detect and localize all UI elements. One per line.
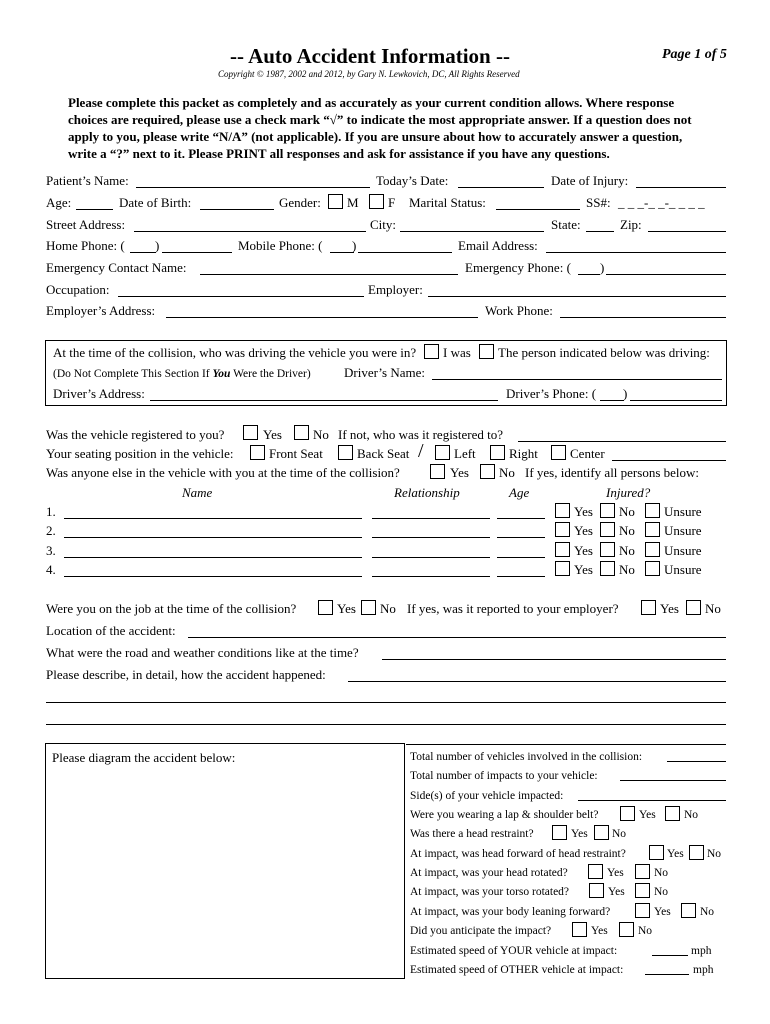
on-job-question: Were you on the job at the time of the collision? xyxy=(46,601,297,616)
injured-yes-label: Yes xyxy=(574,504,593,519)
total-vehicles-label: Total number of vehicles involved in the collision: xyxy=(410,751,643,763)
passenger-relationship-field[interactable] xyxy=(372,518,490,519)
location-label: Location of the accident: xyxy=(46,623,176,638)
head-forward-yes-checkbox[interactable] xyxy=(649,845,664,860)
head-rotated-no-checkbox[interactable] xyxy=(635,864,650,879)
describe-field-line-1[interactable] xyxy=(348,681,726,682)
center-label: Center xyxy=(570,446,605,461)
zip-field[interactable] xyxy=(648,231,726,232)
date-of-injury-label: Date of Injury: xyxy=(551,173,629,188)
leaning-no-label: No xyxy=(700,906,715,918)
instructions: Please complete this packet as completely and as accurately as your current condition allows. Where response choices are required, please use a check mark “√” to indicate the most appropriate answer. If a question does not apply to you, please write “N/A” (not applicable). If you are unsure about how to accurately answer a question, write a “?” next to it. Please PRINT all responses and ask for assistance if you have any questions. xyxy=(68,95,692,161)
torso-rotated-yes-label: Yes xyxy=(608,886,625,898)
head-rotated-no-label: No xyxy=(654,867,669,879)
occupation-field[interactable] xyxy=(118,296,364,297)
diagram-label: Please diagram the accident below: xyxy=(52,750,236,765)
back-seat-checkbox[interactable] xyxy=(338,445,353,460)
speed-yours-unit: mph xyxy=(691,945,712,957)
injured-unsure-checkbox[interactable] xyxy=(645,542,660,557)
date-of-injury-field[interactable] xyxy=(636,187,726,188)
location-field[interactable] xyxy=(188,637,726,638)
belt-yes-checkbox[interactable] xyxy=(620,806,635,821)
center-checkbox[interactable] xyxy=(551,445,566,460)
injured-yes-label: Yes xyxy=(574,523,593,538)
mobile-phone-close: ) xyxy=(352,238,357,253)
leaning-no-checkbox[interactable] xyxy=(681,903,696,918)
gender-f-label: F xyxy=(388,195,396,210)
reported-no-label: No xyxy=(705,601,721,616)
street-address-field[interactable] xyxy=(134,231,366,232)
total-impacts-field[interactable] xyxy=(620,780,726,781)
on-job-yes-checkbox[interactable] xyxy=(318,600,333,615)
describe-field-line-3[interactable] xyxy=(46,724,726,725)
on-job-no-label: No xyxy=(380,601,396,616)
front-seat-checkbox[interactable] xyxy=(250,445,265,460)
home-phone-label: Home Phone: ( xyxy=(46,238,125,253)
passenger-age-field[interactable] xyxy=(497,518,545,519)
col-age-header: Age xyxy=(509,485,530,500)
anticipate-yes-label: Yes xyxy=(591,925,608,937)
email-field[interactable] xyxy=(546,252,726,253)
anticipate-no-label: No xyxy=(638,925,653,937)
employer-label: Employer: xyxy=(368,282,423,297)
emergency-area-code-field[interactable] xyxy=(578,274,600,275)
reported-question: If yes, was it reported to your employer? xyxy=(407,601,619,616)
driver-address-field[interactable] xyxy=(150,400,498,401)
home-phone-field[interactable] xyxy=(162,252,232,253)
head-rotated-yes-label: Yes xyxy=(607,867,624,879)
speed-yours-label: Estimated speed of YOUR vehicle at impact: xyxy=(410,945,618,957)
conditions-label: What were the road and weather conditions like at the time? xyxy=(46,645,359,660)
passenger-name-field[interactable] xyxy=(64,537,362,538)
total-vehicles-field[interactable] xyxy=(667,761,726,762)
dob-label: Date of Birth: xyxy=(119,195,192,210)
speed-other-unit: mph xyxy=(693,964,714,976)
passengers-no-checkbox[interactable] xyxy=(480,464,495,479)
ss-label: SS#: xyxy=(586,195,611,210)
emergency-phone-field[interactable] xyxy=(606,274,726,275)
diagram-area[interactable] xyxy=(45,743,405,979)
injured-yes-label: Yes xyxy=(574,543,593,558)
todays-date-field[interactable] xyxy=(458,187,544,188)
torso-rotated-no-checkbox[interactable] xyxy=(635,883,650,898)
mobile-phone-field[interactable] xyxy=(358,252,452,253)
driver-phone-close: ) xyxy=(623,386,628,401)
passenger-relationship-field[interactable] xyxy=(372,537,490,538)
describe-field-line-2[interactable] xyxy=(46,702,726,703)
injured-no-label: No xyxy=(619,523,635,538)
injured-unsure-label: Unsure xyxy=(664,543,702,558)
marital-status-field[interactable] xyxy=(496,209,580,210)
col-injured-header: Injured? xyxy=(606,485,651,500)
injured-unsure-checkbox[interactable] xyxy=(645,561,660,576)
other-driver-checkbox[interactable] xyxy=(479,344,494,359)
work-phone-label: Work Phone: xyxy=(485,303,553,318)
anticipate-yes-checkbox[interactable] xyxy=(572,922,587,937)
head-rotated-question: At impact, was your head rotated? xyxy=(410,867,568,879)
row-number: 1. xyxy=(46,504,56,519)
passengers-question: Was anyone else in the vehicle with you at the time of the collision? xyxy=(46,465,400,480)
age-field[interactable] xyxy=(76,209,113,210)
injured-unsure-label: Unsure xyxy=(664,504,702,519)
emergency-phone-close: ) xyxy=(600,260,605,275)
col-name-header: Name xyxy=(182,485,213,500)
street-address-label: Street Address: xyxy=(46,217,126,232)
marital-status-label: Marital Status: xyxy=(409,195,486,210)
head-forward-yes-label: Yes xyxy=(667,848,684,860)
state-label: State: xyxy=(551,217,581,232)
other-driver-label: The person indicated below was driving: xyxy=(498,345,710,360)
restraint-no-checkbox[interactable] xyxy=(594,825,609,840)
row-number: 3. xyxy=(46,543,56,558)
driver-question: At the time of the collision, who was driving the vehicle you were in? xyxy=(53,345,417,360)
patient-name-label: Patient’s Name: xyxy=(46,173,129,188)
gender-f-checkbox[interactable] xyxy=(369,194,384,209)
city-field[interactable] xyxy=(400,231,544,232)
passenger-name-field[interactable] xyxy=(64,518,362,519)
front-seat-label: Front Seat xyxy=(269,446,323,461)
driver-name-field[interactable] xyxy=(432,379,722,380)
registered-no-checkbox[interactable] xyxy=(294,425,309,440)
occupation-label: Occupation: xyxy=(46,282,110,297)
gender-label: Gender: xyxy=(279,195,321,210)
injured-unsure-checkbox[interactable] xyxy=(645,503,660,518)
driver-phone-field[interactable] xyxy=(630,400,722,401)
belt-yes-label: Yes xyxy=(639,809,656,821)
passenger-relationship-field[interactable] xyxy=(372,557,490,558)
passenger-relationship-field[interactable] xyxy=(372,576,490,577)
passenger-name-field[interactable] xyxy=(64,576,362,577)
injured-yes-checkbox[interactable] xyxy=(555,503,570,518)
seating-question: Your seating position in the vehicle: xyxy=(46,446,234,461)
seating-other-field[interactable] xyxy=(612,460,726,461)
left-checkbox[interactable] xyxy=(435,445,450,460)
driver-phone-label: Driver’s Phone: ( xyxy=(506,386,597,401)
page-title: -- Auto Accident Information -- xyxy=(230,44,510,68)
passengers-no-label: No xyxy=(499,465,515,480)
describe-label: Please describe, in detail, how the accident happened: xyxy=(46,667,326,682)
injured-yes-checkbox[interactable] xyxy=(555,561,570,576)
injured-yes-checkbox[interactable] xyxy=(555,542,570,557)
city-label: City: xyxy=(370,217,397,232)
injured-no-checkbox[interactable] xyxy=(600,522,615,537)
gender-m-label: M xyxy=(347,195,359,210)
right-checkbox[interactable] xyxy=(490,445,505,460)
ss-field[interactable]: _ _ _-_ _-_ _ _ _ xyxy=(618,195,705,210)
state-field[interactable] xyxy=(586,231,614,232)
seat-separator: / xyxy=(418,440,424,462)
patient-name-field[interactable] xyxy=(136,187,370,188)
anticipate-no-checkbox[interactable] xyxy=(619,922,634,937)
leaning-yes-checkbox[interactable] xyxy=(635,903,650,918)
emergency-contact-label: Emergency Contact Name: xyxy=(46,260,187,275)
belt-no-checkbox[interactable] xyxy=(665,806,680,821)
left-label: Left xyxy=(454,446,476,461)
employer-address-label: Employer’s Address: xyxy=(46,303,156,318)
injured-yes-checkbox[interactable] xyxy=(555,522,570,537)
leaning-question: At impact, was your body leaning forward? xyxy=(410,906,611,918)
age-label: Age: xyxy=(46,195,72,210)
torso-rotated-no-label: No xyxy=(654,886,669,898)
restraint-yes-checkbox[interactable] xyxy=(552,825,567,840)
registered-yes-label: Yes xyxy=(263,427,282,442)
emergency-contact-field[interactable] xyxy=(200,274,458,275)
identify-label: If yes, identify all persons below: xyxy=(525,465,700,480)
emergency-phone-label: Emergency Phone: ( xyxy=(465,260,571,275)
head-rotated-yes-checkbox[interactable] xyxy=(588,864,603,879)
injured-unsure-checkbox[interactable] xyxy=(645,522,660,537)
driver-name-label: Driver’s Name: xyxy=(344,365,425,380)
registered-question: Was the vehicle registered to you? xyxy=(46,427,225,442)
registered-to-field[interactable] xyxy=(518,441,726,442)
injured-no-label: No xyxy=(619,562,635,577)
reported-yes-label: Yes xyxy=(660,601,679,616)
speed-other-label: Estimated speed of OTHER vehicle at impact: xyxy=(410,964,624,976)
describe-field-line-4[interactable] xyxy=(406,744,726,745)
employer-address-field[interactable] xyxy=(166,317,478,318)
sides-impacted-field[interactable] xyxy=(578,800,726,801)
injured-no-label: No xyxy=(619,543,635,558)
todays-date-label: Today’s Date: xyxy=(376,173,449,188)
restraint-yes-label: Yes xyxy=(571,828,588,840)
belt-question: Were you wearing a lap & shoulder belt? xyxy=(410,809,599,821)
head-forward-question: At impact, was head forward of head restraint? xyxy=(410,848,626,860)
email-label: Email Address: xyxy=(458,238,538,253)
page-number: Page 1 of 5 xyxy=(662,47,727,62)
home-area-code-field[interactable] xyxy=(130,252,156,253)
mobile-phone-label: Mobile Phone: ( xyxy=(238,238,323,253)
driver-area-code-field[interactable] xyxy=(600,400,624,401)
passengers-yes-label: Yes xyxy=(450,465,469,480)
torso-rotated-yes-checkbox[interactable] xyxy=(589,883,604,898)
restraint-no-label: No xyxy=(612,828,627,840)
torso-rotated-question: At impact, was your torso rotated? xyxy=(410,886,570,898)
work-phone-field[interactable] xyxy=(560,317,726,318)
back-seat-label: Back Seat xyxy=(357,446,410,461)
injured-no-checkbox[interactable] xyxy=(600,503,615,518)
home-phone-close: ) xyxy=(155,238,160,253)
gender-m-checkbox[interactable] xyxy=(328,194,343,209)
belt-no-label: No xyxy=(684,809,699,821)
reported-no-checkbox[interactable] xyxy=(686,600,701,615)
passenger-age-field[interactable] xyxy=(497,576,545,577)
injured-no-checkbox[interactable] xyxy=(600,561,615,576)
registered-to-label: If not, who was it registered to? xyxy=(338,427,503,442)
i-was-driving-checkbox[interactable] xyxy=(424,344,439,359)
leaning-yes-label: Yes xyxy=(654,906,671,918)
head-forward-no-label: No xyxy=(707,848,722,860)
injured-unsure-label: Unsure xyxy=(664,562,702,577)
col-relationship-header: Relationship xyxy=(394,485,460,500)
passenger-age-field[interactable] xyxy=(497,537,545,538)
row-number: 4. xyxy=(46,562,56,577)
registered-yes-checkbox[interactable] xyxy=(243,425,258,440)
zip-label: Zip: xyxy=(620,217,642,232)
mobile-area-code-field[interactable] xyxy=(330,252,354,253)
registered-no-label: No xyxy=(313,427,329,442)
speed-yours-field[interactable] xyxy=(652,955,688,956)
sides-impacted-label: Side(s) of your vehicle impacted: xyxy=(410,790,564,802)
reported-yes-checkbox[interactable] xyxy=(641,600,656,615)
on-job-no-checkbox[interactable] xyxy=(361,600,376,615)
total-impacts-label: Total number of impacts to your vehicle: xyxy=(410,770,598,782)
copyright: Copyright © 1987, 2002 and 2012, by Gary N. Lewkovich, DC, All Rights Reserved xyxy=(218,69,520,79)
conditions-field[interactable] xyxy=(382,659,726,660)
injured-no-checkbox[interactable] xyxy=(600,542,615,557)
passenger-age-field[interactable] xyxy=(497,557,545,558)
i-was-label: I was xyxy=(443,345,471,360)
injured-unsure-label: Unsure xyxy=(664,523,702,538)
employer-field[interactable] xyxy=(428,296,726,297)
driver-address-label: Driver’s Address: xyxy=(53,386,145,401)
anticipate-question: Did you anticipate the impact? xyxy=(410,925,552,937)
on-job-yes-label: Yes xyxy=(337,601,356,616)
passenger-name-field[interactable] xyxy=(64,557,362,558)
injured-yes-label: Yes xyxy=(574,562,593,577)
dob-field[interactable] xyxy=(200,209,274,210)
row-number: 2. xyxy=(46,523,56,538)
head-forward-no-checkbox[interactable] xyxy=(689,845,704,860)
right-label: Right xyxy=(509,446,538,461)
injured-no-label: No xyxy=(619,504,635,519)
driver-note: (Do Not Complete This Section If You Were the Driver) xyxy=(53,368,311,380)
speed-other-field[interactable] xyxy=(645,974,689,975)
passengers-yes-checkbox[interactable] xyxy=(430,464,445,479)
restraint-question: Was there a head restraint? xyxy=(410,828,534,840)
